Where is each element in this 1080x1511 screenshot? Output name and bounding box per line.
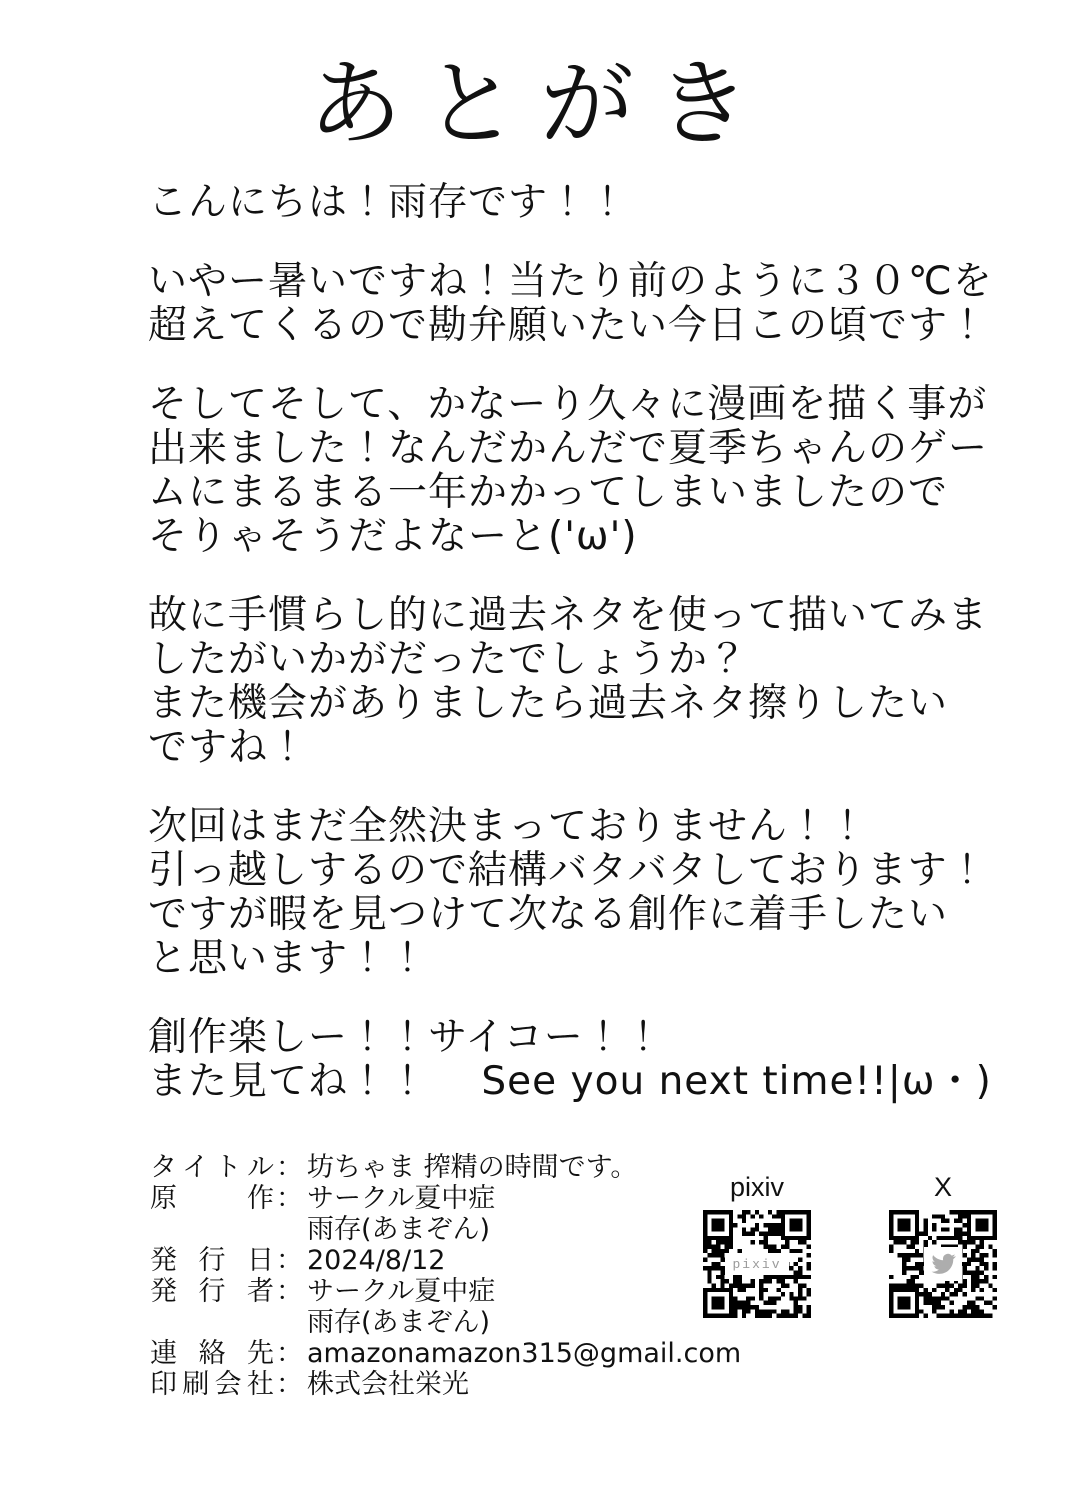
- colophon-value: amazonamazon315@gmail.com: [307, 1338, 742, 1369]
- colophon-separator: ：: [276, 1338, 303, 1369]
- colophon-value: サークル夏中症 雨存(あまぞん): [307, 1276, 496, 1338]
- colophon-label: 発行日: [150, 1245, 274, 1276]
- x-qr-center: [924, 1247, 962, 1281]
- colophon-label: タイトル: [150, 1152, 274, 1183]
- x-qr-label: X: [933, 1172, 952, 1202]
- afterword-paragraph-farewell: 創作楽しー！！サイコー！！ また見てね！！ See you next time!!|ω・): [148, 1015, 992, 1104]
- colophon-row-contact: [150, 1338, 1030, 1369]
- colophon-value: 2024/8/12: [307, 1245, 446, 1276]
- afterword-paragraph-greeting: こんにちは！雨存です！！: [148, 180, 629, 225]
- afterword-paragraph-weather: いやー暑いですね！当たり前のように３０℃を 超えてくるので勘弁願いたい今日この頃です！: [148, 259, 993, 348]
- afterword-paragraph-neta: 故に手慣らし的に過去ネタを使って描いてみま したがいかがだったでしょうか？ また機会がありましたら過去ネタ擦りしたい ですね！: [148, 593, 989, 770]
- pixiv-qr-center-label: pixiv: [725, 1253, 789, 1275]
- colophon-separator: ：: [276, 1276, 303, 1307]
- colophon-value: サークル夏中症 雨存(あまぞん): [307, 1183, 496, 1245]
- twitter-bird-icon: [928, 1249, 958, 1279]
- qr-item-pixiv: [702, 1172, 812, 1318]
- pixiv-qr-label: pixiv: [729, 1172, 784, 1202]
- qr-item-x: [888, 1172, 998, 1318]
- x-qr: [889, 1210, 997, 1318]
- colophon-label: 連絡先: [150, 1338, 274, 1369]
- colophon-separator: ：: [276, 1369, 303, 1400]
- colophon-label: 印刷会社: [150, 1369, 274, 1400]
- colophon-separator: ：: [276, 1183, 303, 1214]
- colophon-row-printer: [150, 1369, 1030, 1400]
- afterword-body: [148, 181, 1013, 1139]
- colophon-separator: ：: [276, 1152, 303, 1183]
- qr-block: [702, 1172, 998, 1318]
- colophon-label: 原作: [150, 1183, 274, 1214]
- page-title: あとがき: [307, 50, 772, 159]
- afterword-paragraph-next: 次回はまだ全然決まっておりません！！ 引っ越しするので結構バタバタしております！ ですが暇を見つけて次なる創作に着手したい と思います！！: [148, 804, 988, 981]
- colophon-separator: ：: [276, 1245, 303, 1276]
- colophon-label: 発行者: [150, 1276, 274, 1307]
- colophon-value: 株式会社栄光: [307, 1369, 469, 1400]
- colophon-value: 坊ちゃま 搾精の時間です。: [307, 1152, 638, 1183]
- pixiv-qr: [703, 1210, 811, 1318]
- afterword-paragraph-manga: そしてそして、かなーり久々に漫画を描く事が 出来ました！なんだかんだで夏季ちゃんのゲー ムにまるまる一年かかってしまいましたので そりゃそうだよなーと('ω'): [148, 382, 989, 559]
